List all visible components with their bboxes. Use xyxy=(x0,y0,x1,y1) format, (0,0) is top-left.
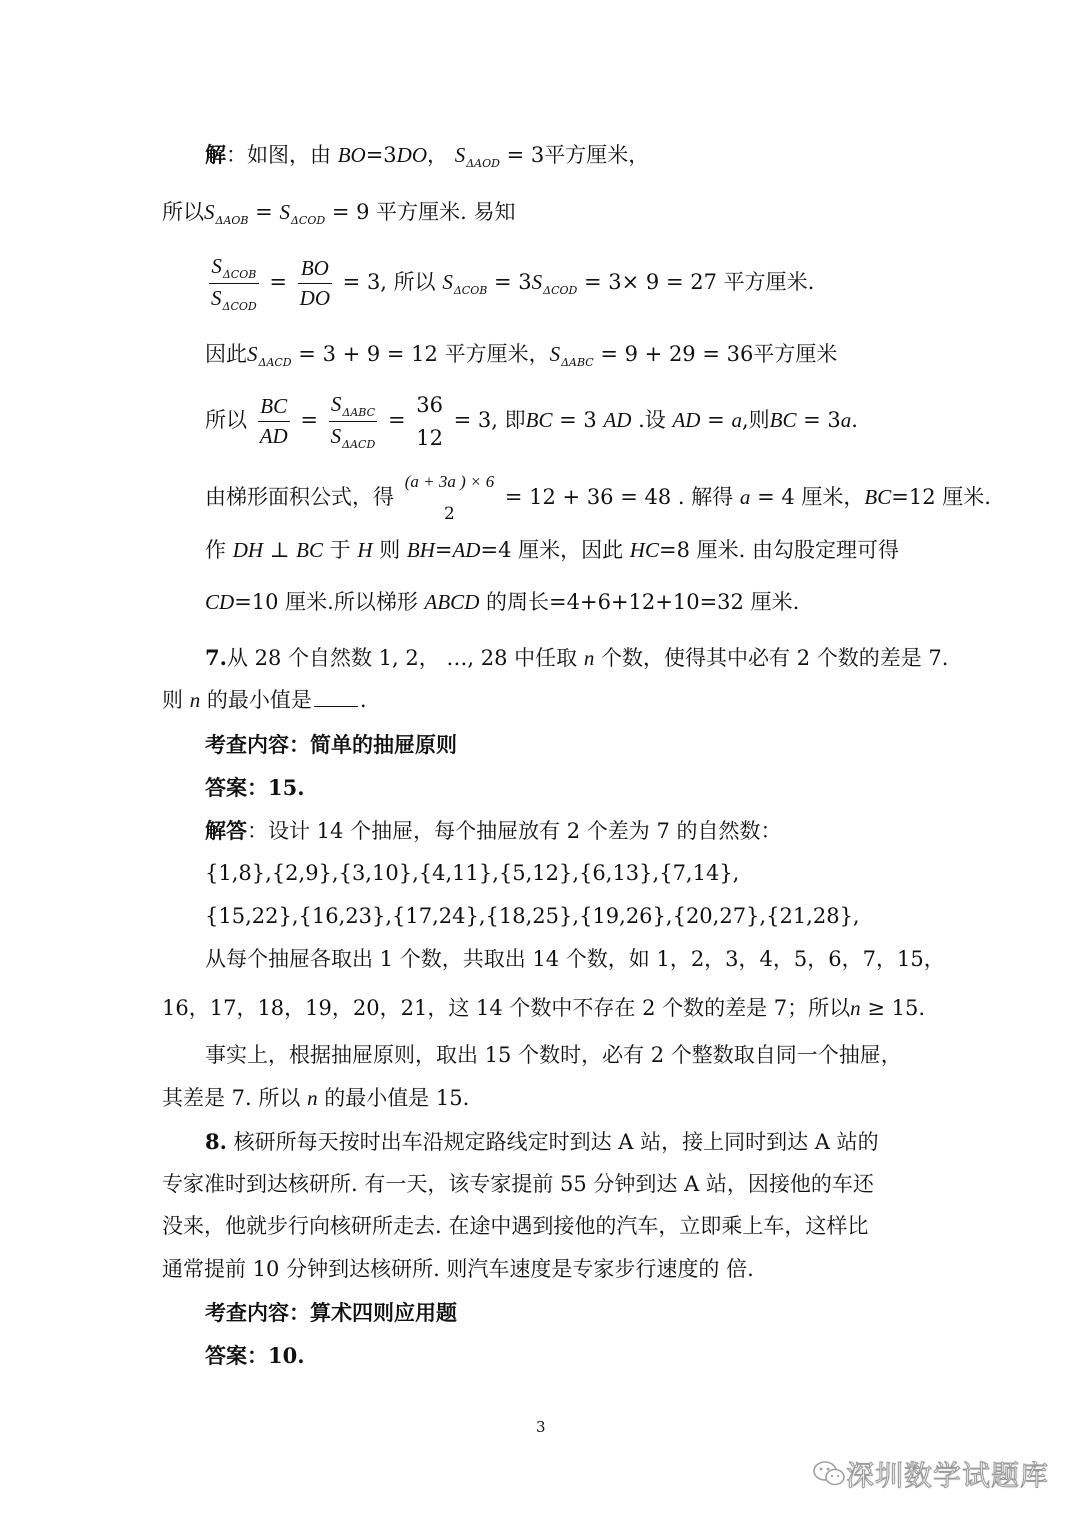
q7-line2: 则 n 的最小值是 . xyxy=(162,688,367,712)
q7-para2: 16，17，18，19，20，21，这 14 个数中不存在 2 个数的差是 7；所以n ≥ 15. xyxy=(162,996,925,1020)
q7-answer: 答案：15. xyxy=(205,775,305,800)
q7-para1: 从每个抽屉各取出 1 个数，共取出 14 个数，如 1，2，3，4，5，6，7，15， xyxy=(205,947,945,971)
wechat-icon xyxy=(812,1459,846,1489)
fraction-trapezoid-area: (a + 3a ) × 6 2 xyxy=(404,472,495,525)
answer-blank xyxy=(314,706,358,707)
sol6-line7: 作 DH ⊥ BC 于 H 则 BH=AD=4 厘米，因此 HC=8 厘米. 由勾股定理可得 xyxy=(205,538,899,562)
q7-solution-intro: 解答：设计 14 个抽屉，每个抽屉放有 2 个差为 7 的自然数： xyxy=(205,818,782,843)
page-number: 3 xyxy=(536,1418,546,1436)
fraction-36-12: 36 12 xyxy=(416,392,443,450)
sol6-label: 解 xyxy=(205,142,226,167)
q8-answer: 答案：10. xyxy=(205,1343,305,1368)
q8-number: 8. xyxy=(205,1129,227,1154)
q8-line2: 专家准时到达核研所. 有一天，该专家提前 55 分钟到达 A 站，因接他的车还 xyxy=(162,1172,874,1196)
q7-line1: 7.从 28 个自然数 1, 2， …, 28 中任取 n 个数，使得其中必有 2 个数的差是 7. xyxy=(205,645,949,670)
q8-line3: 没来，他就步行向核研所走去. 在途中遇到接他的汽车，立即乘上车，这样比 xyxy=(162,1214,869,1238)
q7-sets-line1: {1,8},{2,9},{3,10},{4,11},{5,12},{6,13},{7,14}, xyxy=(205,861,740,885)
q7-sets-line2: {15,22},{16,23},{17,24},{18,25},{19,26},{20,27},{21,28}, xyxy=(205,904,860,928)
watermark-text: 深圳数学试题库 xyxy=(846,1459,1050,1492)
sol6-line1: 解：如图，由 BO=3DO， $S_{\Delta AOD} = 3$平方厘米， xyxy=(205,142,650,170)
fraction-area-ratio: $\frac{S_{\Delta COB}}{S_{\Delta COD}}$ xyxy=(211,254,257,314)
fraction-area-abc-acd: $\frac{S_{\Delta ABC}}{S_{\Delta ACD}}$ xyxy=(330,392,376,452)
q7-para4: 其差是 7. 所以 n 的最小值是 15. xyxy=(162,1086,470,1110)
fraction-bo-do: $\frac{BO}{DO}$ xyxy=(299,256,330,311)
q8-line1: 8. 核研所每天按时出车沿规定路线定时到达 A 站，接上同时到达 A 站的 xyxy=(205,1129,879,1154)
q7-para3: 事实上，根据抽屉原则，取出 15 个数时，必有 2 个整数取自同一个抽屉， xyxy=(205,1043,902,1067)
sol6-line4: 因此$S_{\Delta ACD} = 3 + 9 = 12$ 平方厘米，$S_{\Delta ABC} = 9 + 29 = 36$平方厘米 xyxy=(205,342,838,369)
q8-topic: 考查内容：算术四则应用题 xyxy=(205,1300,457,1325)
fraction-bc-ad: $\frac{BC}{AD}$ xyxy=(259,394,288,449)
sol6-line2: 所以$S_{\Delta AOB} = S_{\Delta COD} = 9$ 平方厘米. 易知 xyxy=(162,200,516,227)
q8-line4: 通常提前 10 分钟到达核研所. 则汽车速度是专家步行速度的 倍. xyxy=(162,1257,754,1281)
sol6-line5: 所以 $\frac{BC}{AD}$ = $\frac{S_{\Delta ABC}}{S_{\Delta ACD}}$ = 36 12 = 3, 即BC = 3 AD .设 AD = a,则BC = 3a. xyxy=(205,392,858,452)
watermark xyxy=(812,1454,1049,1494)
sol6-line3: $\frac{S_{\Delta COB}}{S_{\Delta COD}}$ = $\frac{BO}{DO}$ = 3, 所以 $S_{\Delta COB} = 3S_{\Delta COD} = 3\times 9 = 27$ 平方厘米. xyxy=(211,254,815,314)
q7-topic: 考查内容：简单的抽屉原则 xyxy=(205,732,457,757)
sol6-line8: CD=10 厘米.所以梯形 ABCD 的周长=4+6+12+10=32 厘米. xyxy=(205,590,800,614)
q7-number: 7. xyxy=(205,645,227,670)
sol6-line6: 由梯形面积公式，得 (a + 3a ) × 6 2 = 12 + 36 = 48 . 解得 a = 4 厘米，BC=12 厘米. xyxy=(205,472,991,525)
